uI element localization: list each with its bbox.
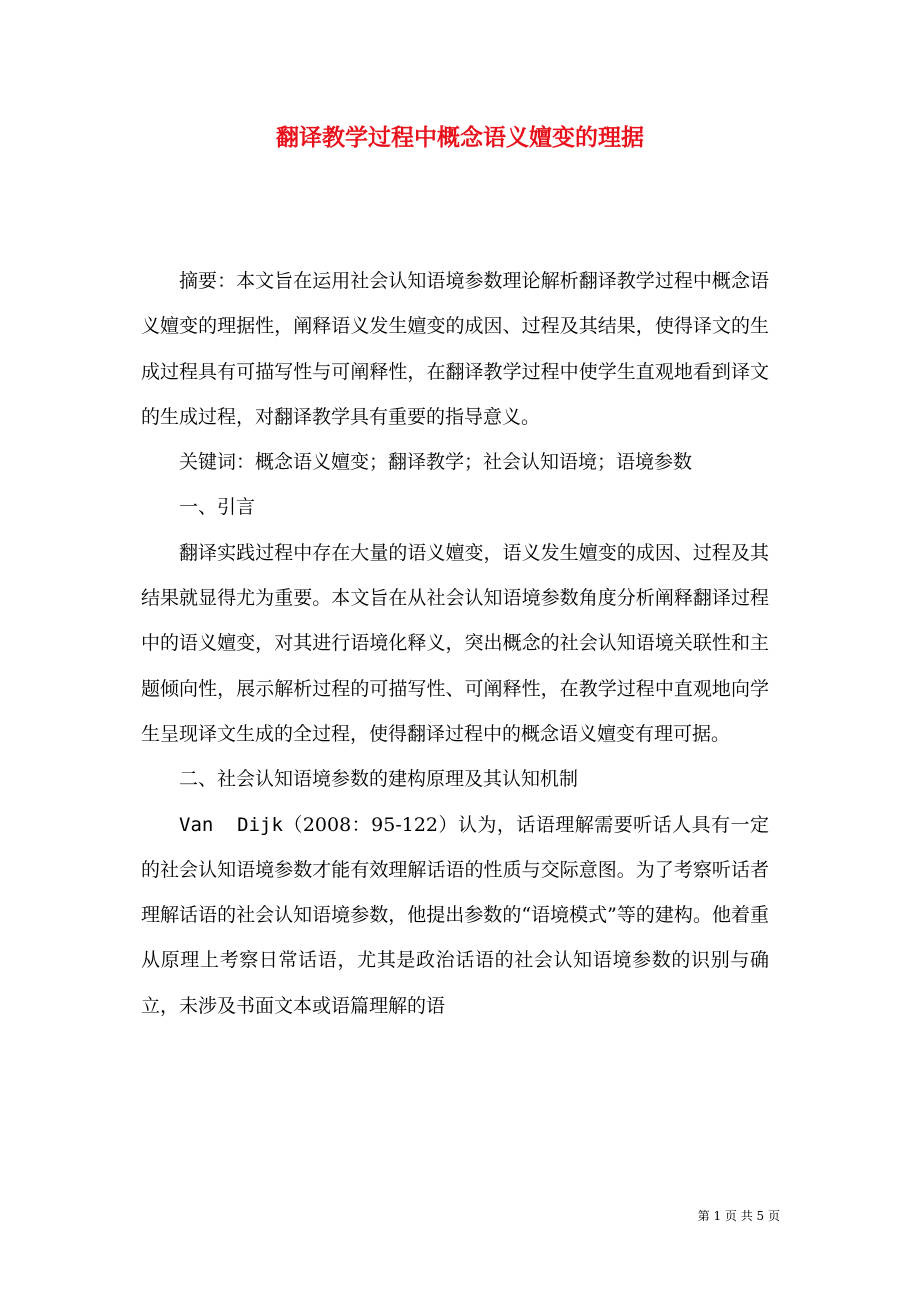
author-name: Van Dijk: [179, 813, 283, 836]
section-heading-parameters: 二、社会认知语境参数的建构原理及其认知机制: [179, 768, 579, 791]
van-dijk-text: （2008：95-122）认为，话语理解需要听话人具有一定的社会认知语境参数才能有效理解话语的性质与交际意图。为了考察听话者理解话语的社会认知语境参数，他提出参数的“语境模式”等的建构。他着重从原理上考察日常话语，尤其是政治话语的社会认知语境参数的识别与确立，未涉及书面文本或语篇理解的语: [141, 813, 770, 1017]
document-body: [141, 259, 769, 1029]
van-dijk-paragraph: [141, 803, 769, 1029]
page-number-footer: 第 1 页 共 5 页: [697, 1209, 780, 1223]
page-title: 翻译教学过程中概念语义嬗变的理据: [276, 124, 644, 151]
introduction-paragraph: 翻译实践过程中存在大量的语义嬗变，语义发生嬗变的成因、过程及其结果就显得尤为重要。本文旨在从社会认知语境参数角度分析阐释翻译过程中的语义嬗变，对其进行语境化释义，突出概念的社会认知语境关联性和主题倾向性，展示解析过程的可描写性、可阐释性，在教学过程中直观地向学生呈现译文生成的全过程，使得翻译过程中的概念语义嬗变有理可据。: [141, 541, 769, 745]
section-heading-introduction: 一、引言: [179, 496, 256, 519]
abstract-paragraph: 摘要：本文旨在运用社会认知语境参数理论解析翻译教学过程中概念语义嬗变的理据性，阐释语义发生嬗变的成因、过程及其结果，使得译文的生成过程具有可描写性与可阐释性，在翻译教学过程中使学生直观地看到译文的生成过程，对翻译教学具有重要的指导意义。: [141, 270, 769, 428]
keywords-paragraph: 关键词：概念语义嬗变；翻译教学；社会认知语境；语境参数: [179, 451, 693, 474]
